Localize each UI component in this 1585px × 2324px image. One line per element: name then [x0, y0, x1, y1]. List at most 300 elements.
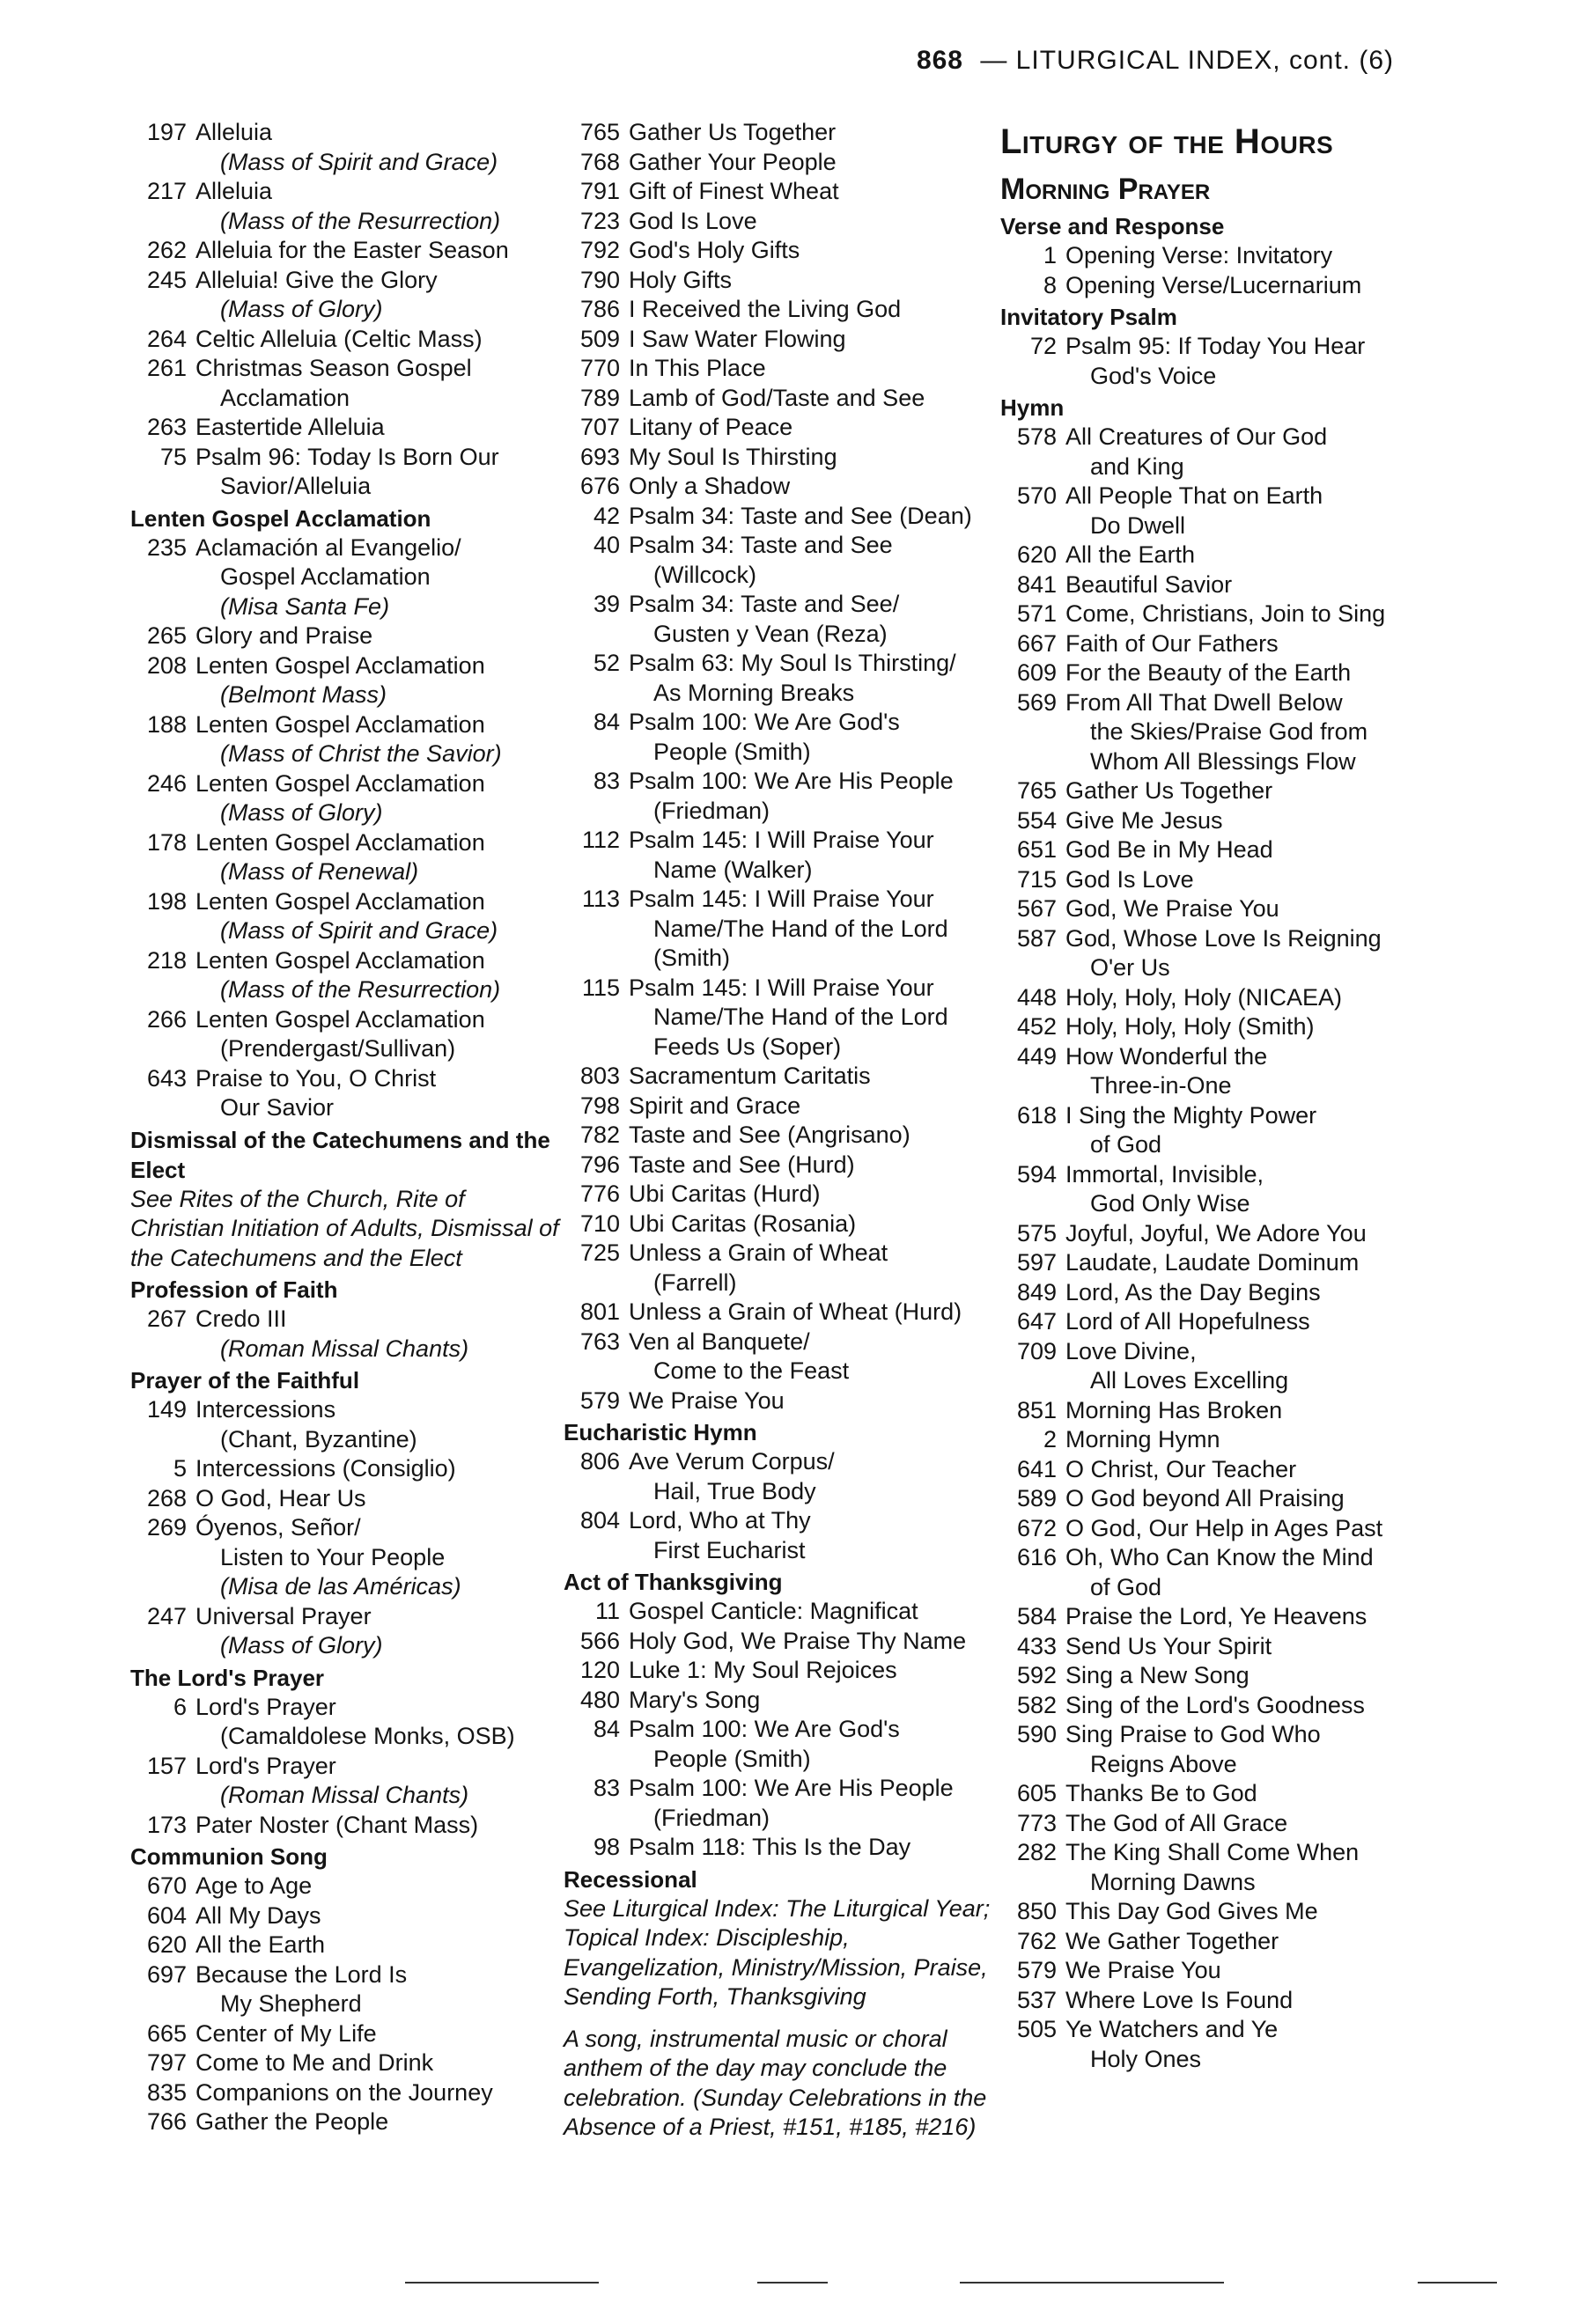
- index-entry: [130, 1064, 562, 1123]
- entry-title: [195, 1513, 562, 1602]
- entry-title-line: I Saw Water Flowing: [629, 325, 846, 352]
- entry-continuation: People (Smith): [653, 1745, 811, 1772]
- section-heading: Verse and Response: [1000, 213, 1225, 239]
- index-entry: [564, 1151, 995, 1180]
- entry-title-line: Lenten Gospel Acclamation: [195, 946, 485, 974]
- entry-continuation: Reigns Above: [1090, 1750, 1237, 1777]
- hymn-number: 672: [1016, 1514, 1057, 1541]
- entry-title: [1065, 776, 1476, 806]
- entry-title: [195, 1064, 562, 1123]
- hymn-number: 83: [593, 768, 620, 794]
- hymn-number: 723: [579, 207, 620, 234]
- hymn-number: 267: [146, 1305, 187, 1332]
- index-entry: [1000, 1720, 1476, 1779]
- index-entry: [1000, 599, 1476, 629]
- entry-title-line: Psalm 95: If Today You Hear: [1065, 333, 1366, 359]
- entry-title-line: From All That Dwell Below: [1065, 688, 1343, 716]
- entry-continuation: O'er Us: [1090, 954, 1170, 981]
- index-entry: [130, 710, 562, 769]
- index-entry: [564, 207, 995, 237]
- index-entry: [1000, 894, 1476, 924]
- entry-title-line: Immortal, Invisible,: [1065, 1160, 1264, 1188]
- entry-title: [629, 1597, 995, 1627]
- hymn-number: 841: [1016, 570, 1057, 598]
- page-title: — LITURGICAL INDEX, cont. (6): [980, 46, 1394, 75]
- hymn-number: 725: [579, 1239, 620, 1266]
- index-entry: [1000, 983, 1476, 1013]
- hymn-number: 264: [146, 325, 187, 352]
- hymn-number: 217: [146, 178, 187, 204]
- entry-title-line: Taste and See (Angrisano): [629, 1122, 910, 1148]
- hymn-number: 570: [1016, 482, 1057, 509]
- entry-continuation: of God: [1090, 1573, 1162, 1600]
- entry-title: [1065, 1012, 1476, 1042]
- hymn-number: 806: [579, 1448, 620, 1475]
- page-number: 868: [916, 46, 963, 75]
- index-entry: [1000, 1809, 1476, 1839]
- index-entry: [564, 384, 995, 414]
- entry-title-line: Morning Has Broken: [1065, 1396, 1283, 1423]
- entry-title-line: Lord, As the Day Begins: [1065, 1278, 1321, 1305]
- hymn-number: 667: [1016, 629, 1057, 657]
- index-entry: [130, 1513, 562, 1602]
- entry-title: [1065, 924, 1476, 983]
- entry-continuation: Three-in-One: [1090, 1072, 1232, 1099]
- entry-title-line: Lord, Who at Thy: [629, 1507, 811, 1533]
- hymn-number: 218: [146, 946, 187, 974]
- entry-title: [629, 1092, 995, 1122]
- entry-title: [195, 177, 562, 236]
- entry-continuation: and King: [1090, 452, 1184, 480]
- index-entry: [564, 531, 995, 590]
- index-entry: [130, 1693, 562, 1752]
- index-entry: [564, 1062, 995, 1092]
- index-entry: [1000, 629, 1476, 659]
- page-header: [907, 46, 1400, 76]
- hymn-number: 768: [579, 148, 620, 175]
- index-entry: [564, 118, 995, 148]
- entry-title-line: Psalm 100: We Are God's: [629, 709, 900, 735]
- entry-title: [1065, 1160, 1476, 1219]
- index-entry: [1000, 1396, 1476, 1426]
- hymn-number: 449: [1016, 1042, 1057, 1070]
- hymn-number: 616: [1016, 1544, 1057, 1570]
- entry-title: [629, 1062, 995, 1092]
- entry-title-line: Pater Noster (Chant Mass): [195, 1811, 479, 1838]
- entry-title-line: Lenten Gospel Acclamation: [195, 887, 485, 915]
- hymn-number: 265: [146, 622, 187, 649]
- hymn-number: 269: [146, 1514, 187, 1541]
- hymn-number: 620: [1016, 541, 1057, 568]
- section-heading: Prayer of the Faithful: [130, 1367, 360, 1394]
- hymn-number: 72: [1029, 333, 1057, 359]
- entry-title-line: In This Place: [629, 355, 766, 381]
- entry-title: [629, 1656, 995, 1686]
- entry-title: [1065, 1396, 1476, 1426]
- entry-title-line: Come to Me and Drink: [195, 2049, 434, 2076]
- entry-title-line: Gospel Canticle: Magnificat: [629, 1598, 918, 1624]
- index-entry: [1000, 570, 1476, 600]
- section-heading: Invitatory Psalm: [1000, 304, 1177, 330]
- entry-title-line: Intercessions (Consiglio): [195, 1455, 456, 1482]
- entry-title: [1065, 1248, 1476, 1278]
- index-entry: [1000, 2015, 1476, 2074]
- index-entry: [1000, 332, 1476, 391]
- entry-continuation: Hail, True Body: [653, 1477, 816, 1504]
- entry-title-line: Psalm 100: We Are His People: [629, 1775, 954, 1801]
- hymn-number: 789: [579, 384, 620, 411]
- entry-continuation: Morning Dawns: [1090, 1868, 1256, 1895]
- entry-title-line: Send Us Your Spirit: [1065, 1632, 1272, 1659]
- entry-title: [1065, 1278, 1476, 1308]
- section-heading: Lenten Gospel Acclamation: [130, 504, 431, 532]
- hymn-number: 849: [1016, 1278, 1057, 1305]
- entry-continuation: (Willcock): [653, 561, 756, 588]
- entry-title: [1065, 1543, 1476, 1602]
- entry-title: [195, 1395, 562, 1454]
- hymn-number: 618: [1016, 1101, 1057, 1129]
- hymn-number: 480: [579, 1686, 620, 1713]
- entry-title: [629, 266, 995, 296]
- hymn-number: 647: [1016, 1308, 1057, 1335]
- entry-continuation: As Morning Breaks: [653, 679, 855, 706]
- entry-title: [1065, 2015, 1476, 2074]
- entry-title-line: Ave Verum Corpus/: [629, 1448, 835, 1475]
- hymn-number: 604: [146, 1901, 187, 1929]
- entry-subtitle: (Mass of Christ the Savior): [220, 740, 502, 767]
- index-entry: [564, 295, 995, 325]
- hymn-number: 676: [579, 473, 620, 499]
- entry-title: [1065, 1307, 1476, 1337]
- entry-title-line: Taste and See (Hurd): [629, 1151, 855, 1178]
- entry-title-line: Psalm 118: This Is the Day: [629, 1834, 911, 1860]
- hymn-number: 261: [146, 355, 187, 381]
- entry-title: [195, 354, 562, 413]
- hymn-number: 835: [146, 2078, 187, 2106]
- index-entry: [564, 1180, 995, 1210]
- index-entry: [1000, 1425, 1476, 1455]
- entry-title-line: Sing Praise to God Who: [1065, 1721, 1321, 1747]
- hymn-number: 208: [146, 651, 187, 679]
- index-entry: [1000, 1956, 1476, 1986]
- index-entry: [1000, 776, 1476, 806]
- index-entry: [130, 828, 562, 887]
- index-entry: [564, 413, 995, 443]
- index-entry: [1000, 1012, 1476, 1042]
- index-entry: [130, 443, 562, 502]
- entry-title-line: God Is Love: [629, 207, 757, 234]
- entry-title: [629, 1774, 995, 1833]
- entry-title: [1065, 658, 1476, 688]
- hymn-number: 262: [146, 237, 187, 263]
- index-entry: [1000, 1543, 1476, 1602]
- index-entry: [1000, 1779, 1476, 1809]
- hymn-number: 697: [146, 1960, 187, 1988]
- index-column-2: [564, 118, 995, 2143]
- hymn-number: 590: [1016, 1721, 1057, 1747]
- entry-title: [629, 207, 995, 237]
- hymn-number: 40: [593, 532, 620, 558]
- entry-title: [629, 1180, 995, 1210]
- entry-title-line: All the Earth: [195, 1931, 326, 1958]
- entry-continuation: (Farrell): [653, 1269, 737, 1296]
- hymn-number: 715: [1016, 865, 1057, 893]
- entry-title: [629, 325, 995, 355]
- entry-title: [1065, 629, 1476, 659]
- entry-title-line: Lord of All Hopefulness: [1065, 1308, 1310, 1335]
- hymn-number: 149: [146, 1396, 187, 1423]
- entry-title-line: Spirit and Grace: [629, 1092, 801, 1119]
- entry-title: [629, 236, 995, 266]
- entry-title-line: Mary's Song: [629, 1686, 761, 1713]
- entry-title: [629, 413, 995, 443]
- entry-title-line: Aclamación al Evangelio/: [195, 533, 461, 561]
- hymn-number: 263: [146, 414, 187, 440]
- hymn-number: 578: [1016, 423, 1057, 450]
- entry-title-line: O Christ, Our Teacher: [1065, 1455, 1297, 1482]
- hymn-number: 670: [146, 1872, 187, 1899]
- entry-title: [1065, 1042, 1476, 1101]
- entry-subtitle: (Mass of the Resurrection): [220, 976, 501, 1003]
- index-entry: [130, 266, 562, 325]
- entry-title: [195, 651, 562, 710]
- entry-title: [195, 2078, 562, 2108]
- entry-title: [629, 177, 995, 207]
- entry-title: [1065, 865, 1476, 895]
- index-entry: [564, 325, 995, 355]
- hymn-number: 84: [593, 1716, 620, 1742]
- entry-title: [629, 649, 995, 708]
- entry-continuation: My Shepherd: [220, 1990, 362, 2017]
- entry-title: [1065, 688, 1476, 777]
- index-entry: [130, 1484, 562, 1514]
- hymn-number: 766: [146, 2108, 187, 2135]
- entry-title-line: Psalm 145: I Will Praise Your: [629, 974, 934, 1001]
- entry-title: [1065, 1425, 1476, 1455]
- entry-title: [195, 1811, 562, 1841]
- hymn-number: 113: [581, 886, 620, 912]
- index-entry: [130, 118, 562, 177]
- hymn-number: 83: [593, 1775, 620, 1801]
- entry-title: [195, 2019, 562, 2049]
- hymn-number: 594: [1016, 1160, 1057, 1188]
- entry-continuation: Feeds Us (Soper): [653, 1033, 842, 1060]
- entry-title: [629, 767, 995, 826]
- entry-title: [629, 531, 995, 590]
- entry-continuation: Whom All Blessings Flow: [1090, 747, 1356, 775]
- index-entry: [1000, 1632, 1476, 1662]
- entry-title: [195, 443, 562, 502]
- index-entry: [130, 946, 562, 1005]
- entry-title: [1065, 1986, 1476, 2016]
- entry-continuation: Name/The Hand of the Lord: [653, 1004, 948, 1030]
- entry-continuation: (Friedman): [653, 797, 770, 824]
- footer-rule: [960, 2282, 1224, 2284]
- entry-title-line: Unless a Grain of Wheat: [629, 1239, 888, 1266]
- index-entry: [564, 354, 995, 384]
- hymn-number: 609: [1016, 659, 1057, 686]
- hymn-number: 804: [579, 1507, 620, 1533]
- index-entry: [564, 1239, 995, 1298]
- entry-title: [195, 828, 562, 887]
- entry-title-line: Joyful, Joyful, We Adore You: [1065, 1219, 1367, 1247]
- hymn-number: 198: [146, 887, 187, 915]
- hymn-number: 620: [146, 1931, 187, 1958]
- hymn-number: 566: [579, 1627, 620, 1654]
- hymn-number: 112: [581, 827, 620, 853]
- entry-continuation: Name (Walker): [653, 856, 813, 883]
- index-entry: [130, 1395, 562, 1454]
- index-entry: [564, 148, 995, 178]
- entry-title: [629, 1447, 995, 1506]
- entry-title-line: All People That on Earth: [1065, 482, 1323, 509]
- entry-title-line: Sacramentum Caritatis: [629, 1063, 871, 1089]
- hymn-number: 567: [1016, 895, 1057, 922]
- entry-title-line: Alleluia: [195, 178, 273, 204]
- entry-title-line: Credo III: [195, 1305, 287, 1332]
- entry-continuation: Listen to Your People: [220, 1543, 446, 1570]
- entry-title: [195, 1931, 562, 1960]
- entry-title-line: Gather Your People: [629, 148, 837, 175]
- hymn-number: 801: [579, 1298, 620, 1325]
- entry-title-line: Ye Watchers and Ye: [1065, 2016, 1279, 2042]
- entry-continuation: of God: [1090, 1131, 1162, 1158]
- hymn-number: 5: [173, 1455, 187, 1482]
- index-entry: [564, 974, 995, 1063]
- index-entry: [130, 887, 562, 946]
- entry-continuation: the Skies/Praise God from: [1090, 718, 1368, 745]
- entry-title-line: For the Beauty of the Earth: [1065, 659, 1352, 686]
- hymn-number: 776: [579, 1180, 620, 1207]
- entry-title: [629, 1327, 995, 1386]
- hymn-number: 665: [146, 2019, 187, 2047]
- entry-title: [1065, 541, 1476, 570]
- index-entry: [130, 1305, 562, 1364]
- section-heading: Hymn: [1000, 394, 1065, 421]
- hymn-number: 448: [1016, 983, 1057, 1011]
- entry-continuation: (Prendergast/Sullivan): [220, 1035, 456, 1062]
- index-entry: [1000, 835, 1476, 865]
- entry-continuation: Holy Ones: [1090, 2045, 1202, 2072]
- index-entry: [1000, 541, 1476, 570]
- index-entry: [564, 1210, 995, 1239]
- index-entry: [1000, 1838, 1476, 1897]
- entry-title-line: How Wonderful the: [1065, 1042, 1268, 1070]
- entry-title: [629, 354, 995, 384]
- hymn-number: 575: [1016, 1219, 1057, 1247]
- entry-title-line: Come, Christians, Join to Sing: [1065, 600, 1386, 627]
- index-entry: [130, 354, 562, 413]
- hymn-number: 710: [579, 1210, 620, 1237]
- footer-rule: [405, 2282, 599, 2284]
- entry-title-line: Praise the Lord, Ye Heavens: [1065, 1603, 1368, 1629]
- entry-title-line: O God, Hear Us: [195, 1484, 366, 1511]
- entry-title: [195, 266, 562, 325]
- entry-title-line: Alleluia! Give the Glory: [195, 266, 438, 293]
- entry-title-line: Unless a Grain of Wheat (Hurd): [629, 1298, 962, 1325]
- entry-title-line: God's Holy Gifts: [629, 237, 800, 263]
- entry-title: [1065, 1691, 1476, 1721]
- hymn-number: 197: [146, 119, 187, 145]
- entry-title: [1065, 570, 1476, 600]
- index-entry: [1000, 1219, 1476, 1249]
- entry-title-line: My Soul Is Thirsting: [629, 443, 837, 470]
- index-entry: [130, 1602, 562, 1661]
- entry-continuation: Come to the Feast: [653, 1357, 850, 1384]
- entry-title-line: God Is Love: [1065, 865, 1194, 893]
- index-entry: [130, 2019, 562, 2049]
- entry-title-line: All Creatures of Our God: [1065, 423, 1328, 450]
- entry-title: [195, 413, 562, 443]
- cross-reference-note: See Liturgical Index: The Liturgical Year; Topical Index: Discipleship, Evangelization, Ministry/Mission, Praise, Sending Forth, Thanksgiving: [564, 1894, 991, 2010]
- hymn-number: 762: [1016, 1927, 1057, 1954]
- hymn-number: 247: [146, 1602, 187, 1629]
- index-entry: [564, 1656, 995, 1686]
- entry-title: [1065, 1455, 1476, 1485]
- hymn-number: 797: [146, 2049, 187, 2076]
- entry-title: [1065, 1927, 1476, 1957]
- entry-title: [629, 826, 995, 885]
- hymn-number: 11: [594, 1598, 620, 1624]
- entry-title-line: Psalm 34: Taste and See (Dean): [629, 502, 972, 529]
- index-entry: [564, 1298, 995, 1327]
- entry-title-line: Lamb of God/Taste and See: [629, 384, 925, 411]
- entry-title-line: Psalm 96: Today Is Born Our: [195, 443, 499, 470]
- entry-title-line: Where Love Is Found: [1065, 1986, 1294, 2013]
- hymn-number: 592: [1016, 1662, 1057, 1688]
- index-entry: [1000, 241, 1476, 271]
- hymn-number: 693: [579, 443, 620, 470]
- entry-title: [629, 1627, 995, 1657]
- hymn-number: 792: [579, 237, 620, 263]
- entry-continuation: Name/The Hand of the Lord: [653, 915, 948, 942]
- entry-title: [629, 974, 995, 1063]
- hymn-number: 798: [579, 1092, 620, 1119]
- hymn-number: 42: [593, 502, 620, 529]
- entry-title: [1065, 1484, 1476, 1514]
- entry-title-line: Alleluia for the Easter Season: [195, 237, 509, 263]
- entry-title-line: Praise to You, O Christ: [195, 1064, 437, 1092]
- index-entry: [1000, 1897, 1476, 1927]
- entry-title-line: Celtic Alleluia (Celtic Mass): [195, 325, 483, 352]
- entry-title: [629, 1298, 995, 1327]
- section-heading: Recessional: [564, 1865, 697, 1893]
- entry-title: [629, 472, 995, 502]
- index-entry: [130, 325, 562, 355]
- entry-title-line: Give Me Jesus: [1065, 806, 1223, 834]
- hymn-number: 782: [579, 1122, 620, 1148]
- hymn-number: 6: [173, 1693, 187, 1720]
- hymn-number: 505: [1016, 2016, 1057, 2042]
- index-entry: [1000, 1337, 1476, 1396]
- entry-title: [195, 1454, 562, 1484]
- entry-title-line: Intercessions: [195, 1396, 336, 1423]
- entry-subtitle: (Belmont Mass): [220, 681, 387, 708]
- index-entry: [1000, 1927, 1476, 1957]
- hymn-number: 452: [1016, 1013, 1057, 1040]
- index-entry: [1000, 924, 1476, 983]
- hymn-number: 790: [579, 266, 620, 293]
- entry-title-line: Opening Verse/Lucernarium: [1065, 271, 1362, 298]
- entry-title-line: Center of My Life: [195, 2019, 377, 2047]
- index-entry: [1000, 482, 1476, 541]
- hymn-number: 537: [1016, 1986, 1057, 2013]
- entry-subtitle: (Misa de las Américas): [220, 1573, 461, 1600]
- hymn-number: 770: [579, 355, 620, 381]
- index-entry: [564, 708, 995, 767]
- hymn-number: 178: [146, 828, 187, 856]
- entry-title-line: I Sing the Mighty Power: [1065, 1101, 1317, 1129]
